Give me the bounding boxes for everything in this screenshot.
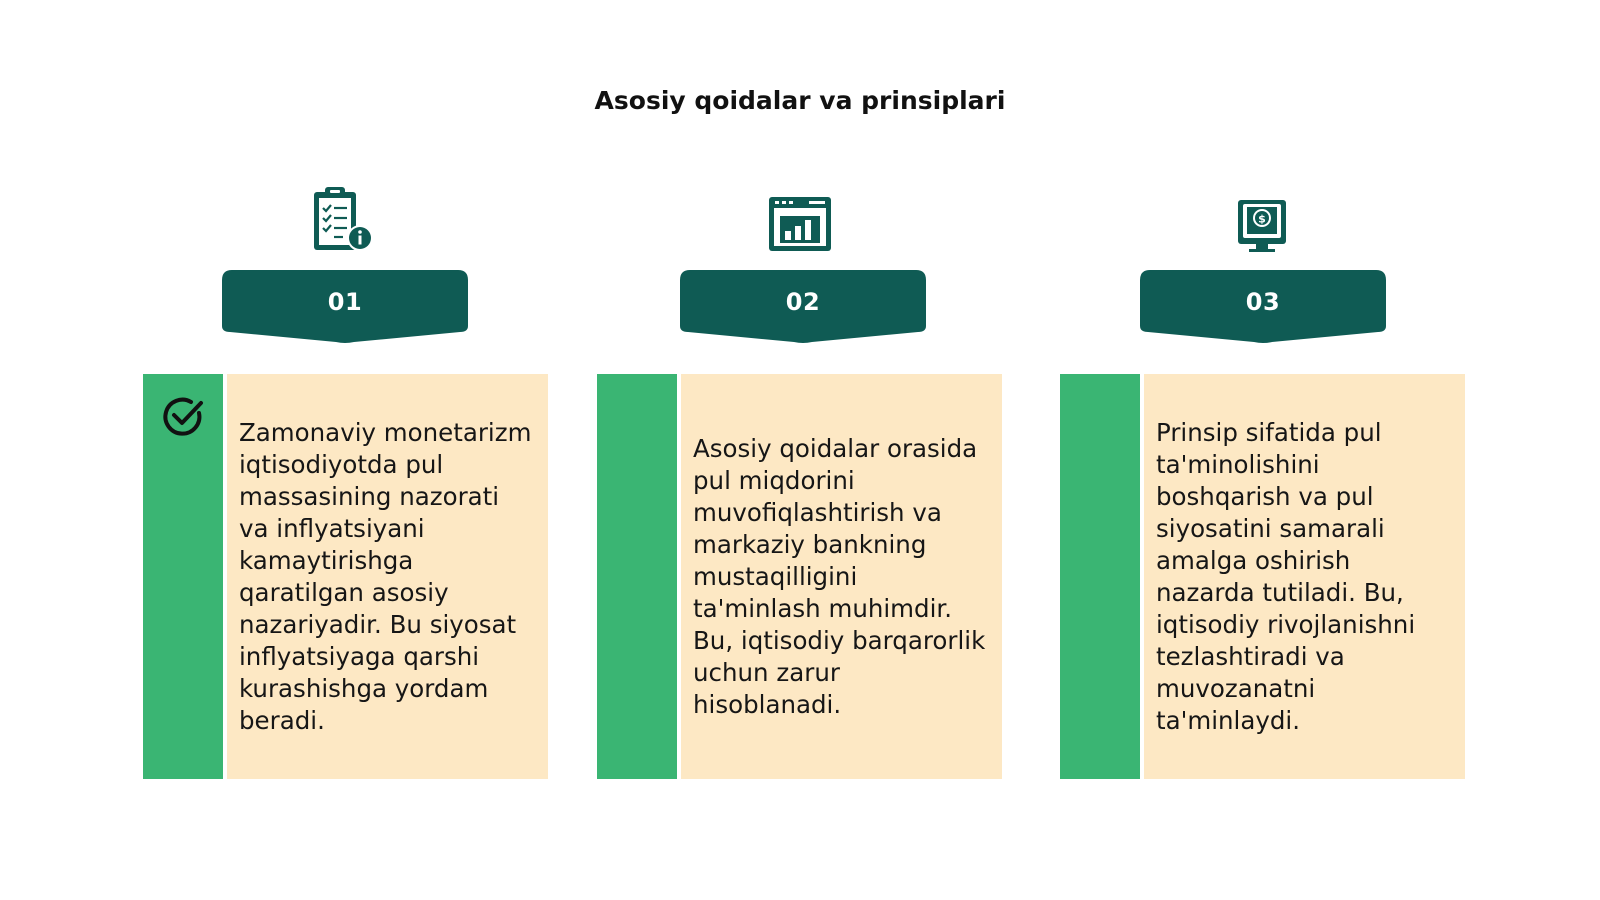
- card-text: Zamonaviy monetarizm iqtisodiyotda pul massasining nazorati va inflyatsiyani kamaytirishga qaratilgan asosiy nazariyadir. Bu siyosat inflyatsiyaga qarshi kurashishga yordam beradi.: [239, 417, 532, 735]
- info-card-02: [597, 374, 1002, 779]
- card-text: Asosiy qoidalar orasida pul miqdorini muvofiqlashtirish va markaziy bankning mustaqilligini ta'minlash muhimdir. Bu, iqtisodiy barqarorlik uchun zarur hisoblanadi.: [693, 433, 986, 719]
- page-title: Asosiy qoidalar va prinsiplari: [594, 86, 1006, 115]
- check-circle-icon: [161, 394, 207, 440]
- step-number: 02: [785, 288, 821, 316]
- card-body: [681, 374, 1002, 779]
- clipboard-checklist-info-icon: [310, 186, 380, 256]
- step-banner-03: [1140, 270, 1386, 346]
- info-card-01: [143, 374, 548, 779]
- browser-bar-chart-icon: [765, 186, 835, 256]
- accent-bar: [1060, 374, 1140, 779]
- step-banner-01: [222, 270, 468, 346]
- card-body: [227, 374, 548, 779]
- monitor-dollar-coin-icon: [1227, 186, 1297, 256]
- card-text: Prinsip sifatida pul ta'minolishini boshqarish va pul siyosatini samarali amalga oshirish nazarda tutiladi. Bu, iqtisodiy rivojlanishni tezlashtiradi va muvozanatni ta'minlaydi.: [1156, 417, 1416, 735]
- info-card-03: [1060, 374, 1465, 779]
- svg-text:$: $: [1258, 212, 1266, 226]
- step-number: 01: [327, 288, 363, 316]
- step-number: 03: [1245, 288, 1281, 316]
- accent-bar: [143, 374, 223, 779]
- step-banner-02: [680, 270, 926, 346]
- accent-bar: [597, 374, 677, 779]
- card-body: [1144, 374, 1465, 779]
